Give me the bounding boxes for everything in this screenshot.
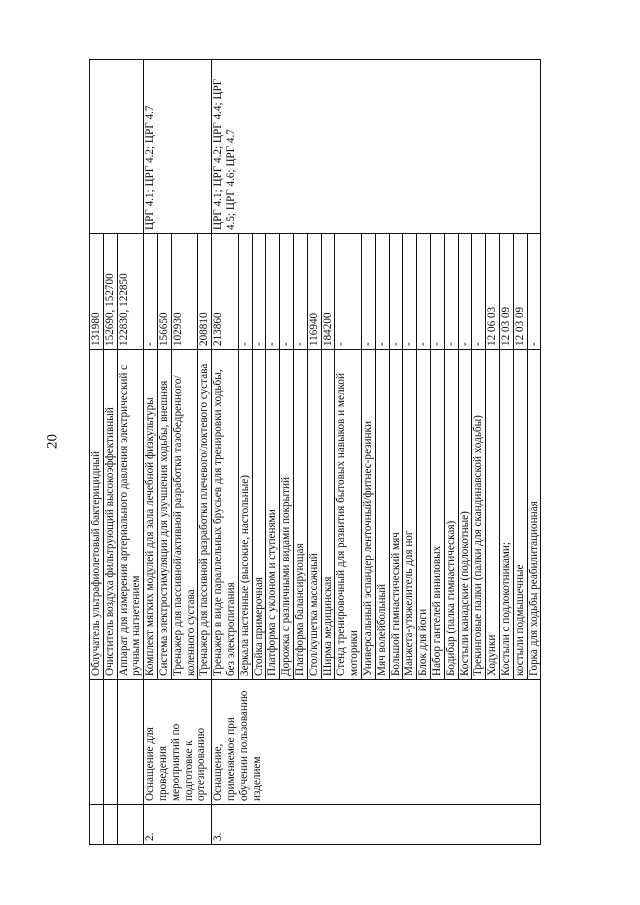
- item-cell: Стойка примерочная: [252, 350, 266, 680]
- section-number: 2.: [144, 805, 212, 845]
- code-cell: -: [430, 234, 444, 350]
- item-cell: Большой гимнастический мяч: [389, 350, 403, 680]
- table-row: [144, 60, 158, 845]
- code-cell: 12 06 03: [486, 234, 500, 350]
- code-cell: -: [472, 234, 486, 350]
- item-cell: Универсальный эспандер ленточный/фитнес-резинки: [361, 350, 375, 680]
- item-cell: Стол/кушетка массажный: [307, 350, 321, 680]
- code-cell: -: [458, 234, 472, 350]
- ref-cell: [90, 60, 144, 234]
- num-cell: [90, 805, 104, 845]
- item-cell: Блок для йоги: [417, 350, 431, 680]
- code-cell: -: [375, 234, 389, 350]
- item-cell: Бодибар (палка гимнастическая): [444, 350, 458, 680]
- item-cell: Тренажер для пассивной разработки плечевого/локтевого сустава: [198, 350, 212, 680]
- item-cell: Трекинговые палки (палки для скандинавской ходьбы): [472, 350, 486, 680]
- code-cell: 102930: [171, 234, 198, 350]
- equipment-table: [89, 59, 541, 845]
- ref-cell: ЦРГ 4.1; ЦРГ 4.2; ЦРГ 4.4; ЦРГ 4.5; ЦРГ 4.6; ЦРГ 4.7: [212, 60, 541, 234]
- num-cell: [117, 805, 144, 845]
- code-cell: -: [144, 234, 158, 350]
- code-cell: -: [280, 234, 294, 350]
- code-cell: 116940: [307, 234, 321, 350]
- section-cell: [103, 680, 117, 805]
- table-row: [90, 60, 104, 845]
- section-title: Оснащение, применяемое при обучении пользованию изделием: [212, 680, 541, 805]
- item-cell: Очиститель воздуха фильтрующий высокоэффективный: [103, 350, 117, 680]
- item-cell: Тренажер в виде параллельных брусьев для тренировки ходьбы, без электропитания: [212, 350, 239, 680]
- table-row: [212, 60, 239, 845]
- code-cell: 152690, 152700: [103, 234, 117, 350]
- code-cell: 12 03 09: [499, 234, 513, 350]
- item-cell: Костыли канадские (подлокотные): [458, 350, 472, 680]
- section-number: 3.: [212, 805, 541, 845]
- code-cell: 122830, 122850: [117, 234, 144, 350]
- item-cell: Аппарат для измерения артериального давления электрический с ручным нагнетением: [117, 350, 144, 680]
- section-cell: [117, 680, 144, 805]
- code-cell: -: [252, 234, 266, 350]
- code-cell: -: [238, 234, 252, 350]
- code-cell: -: [266, 234, 280, 350]
- item-cell: Дорожка с различными видами покрытий: [280, 350, 294, 680]
- rotated-page: [89, 60, 606, 845]
- code-cell: 131980: [90, 234, 104, 350]
- code-cell: 184200: [321, 234, 335, 350]
- code-cell: -: [293, 234, 307, 350]
- section-title: Оснащение для проведения мероприятий по подготовке к ортезированию: [144, 680, 212, 805]
- num-cell: [103, 805, 117, 845]
- item-cell: Костыли с подлокотниками;: [499, 350, 513, 680]
- item-cell: Горка для ходьбы реабилитационная: [527, 350, 541, 680]
- item-cell: Стенд тренировочный для развития бытовых навыков и мелкой моторики: [335, 350, 362, 680]
- code-cell: -: [335, 234, 362, 350]
- item-cell: Набор гантелей виниловых: [430, 350, 444, 680]
- item-cell: Ходунки: [486, 350, 500, 680]
- code-cell: -: [444, 234, 458, 350]
- item-cell: Облучатель ультрафиолетовый бактерицидный: [90, 350, 104, 680]
- section-cell: [90, 680, 104, 805]
- item-cell: Система электростимуляции для улучшения ходьбы, внешняя: [157, 350, 171, 680]
- code-cell: -: [527, 234, 541, 350]
- item-cell: Зеркала настенные (высокие, настольные): [238, 350, 252, 680]
- code-cell: 208810: [198, 234, 212, 350]
- ref-cell: ЦРГ 4.1; ЦРГ 4.2; ЦРГ 4.7: [144, 60, 212, 234]
- code-cell: -: [403, 234, 417, 350]
- code-cell: 213860: [212, 234, 239, 350]
- item-cell: Платформа балансирующая: [293, 350, 307, 680]
- item-cell: Тренажер для пассивной/активной разработки тазобедренного/коленного сустава: [171, 350, 198, 680]
- code-cell: -: [389, 234, 403, 350]
- item-cell: Комплект мягких модулей для зала лечебной физкультуры: [144, 350, 158, 680]
- item-cell: Платформа с уклоном и ступенями: [266, 350, 280, 680]
- code-cell: 156650: [157, 234, 171, 350]
- code-cell: -: [361, 234, 375, 350]
- code-cell: -: [417, 234, 431, 350]
- page-number: 20: [44, 434, 61, 449]
- code-cell: 12 03 09: [513, 234, 527, 350]
- item-cell: Ширма медицинская: [321, 350, 335, 680]
- item-cell: костыли подмышечные: [513, 350, 527, 680]
- item-cell: Мяч волейбольный: [375, 350, 389, 680]
- item-cell: Манжета-утяжелитель для ног: [403, 350, 417, 680]
